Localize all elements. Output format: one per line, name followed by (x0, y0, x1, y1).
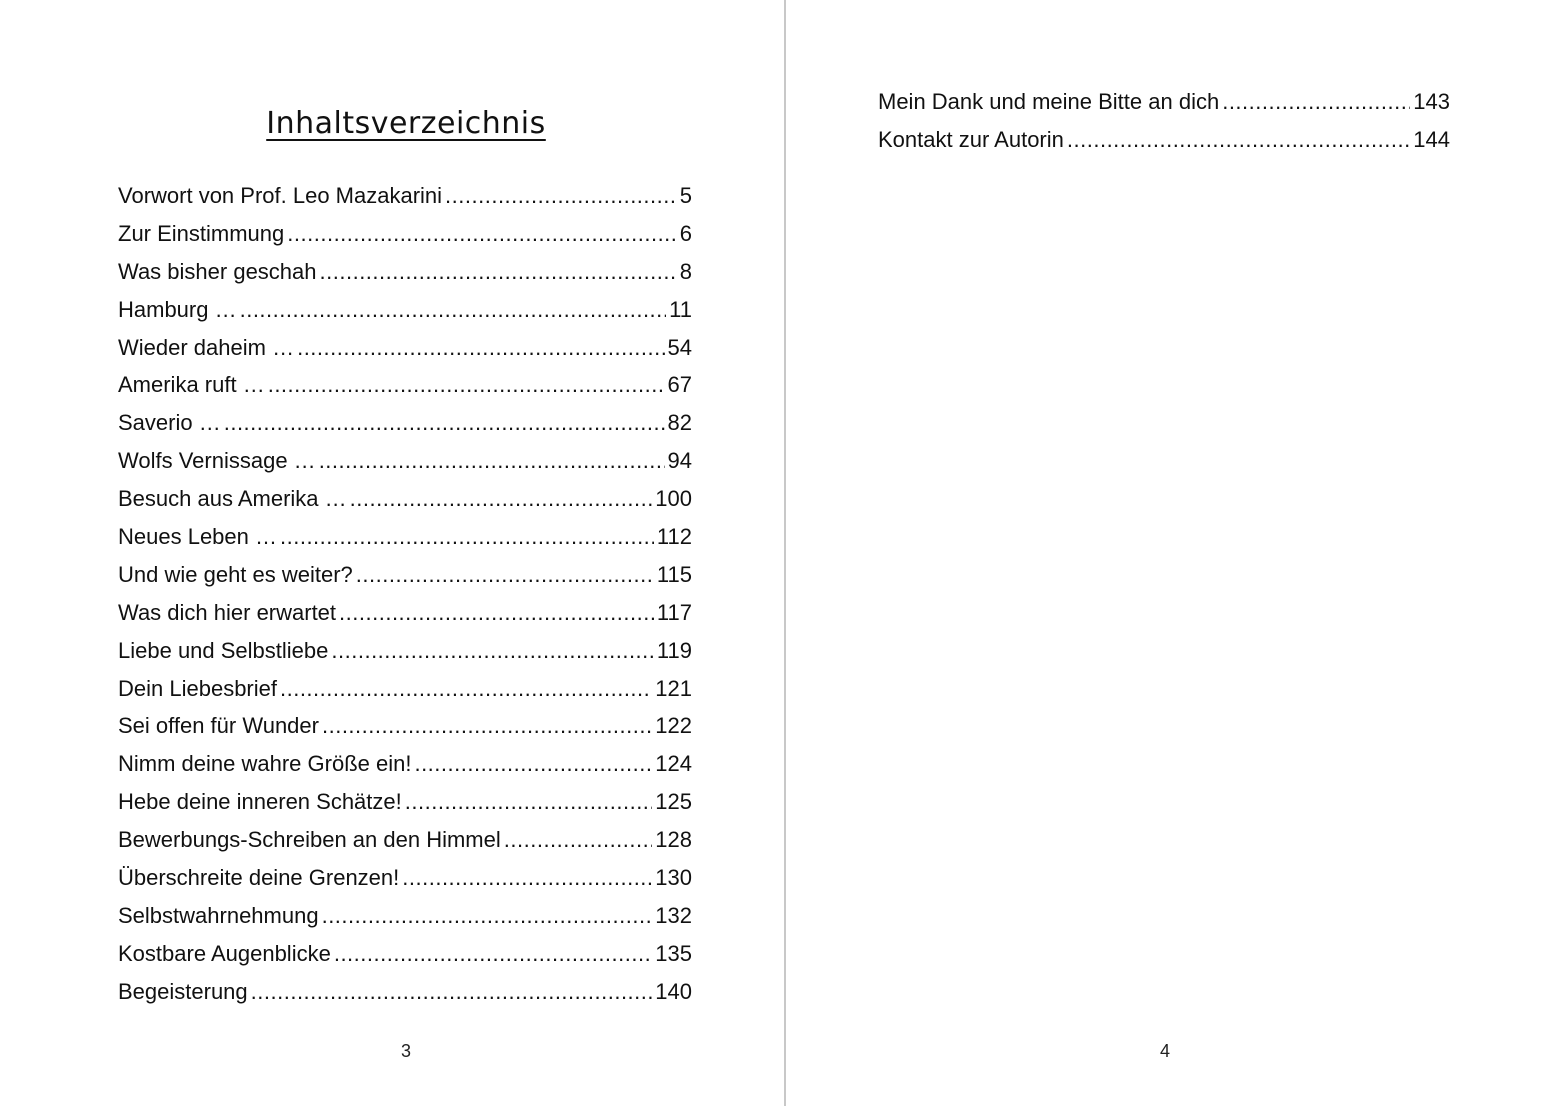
toc-entry-label: Neues Leben … (118, 524, 277, 550)
dot-leader (280, 518, 654, 556)
toc-entry-page: 121 (655, 675, 692, 701)
toc-entry-label: Was bisher geschah (118, 258, 317, 284)
toc-entry[interactable] (118, 859, 692, 897)
dot-leader (280, 670, 652, 708)
toc-entry[interactable] (118, 177, 692, 215)
dot-leader (240, 291, 667, 329)
dot-leader (339, 594, 654, 632)
toc-list-left (118, 177, 692, 1011)
toc-entry-label: Amerika ruft … (118, 372, 265, 398)
toc-entry[interactable] (118, 973, 692, 1011)
toc-entry-page: 140 (655, 978, 692, 1004)
toc-entry-label: Selbstwahrnehmung (118, 902, 319, 928)
toc-entry[interactable] (118, 821, 692, 859)
toc-entry-label: Kontakt zur Autorin (878, 126, 1064, 152)
toc-entry[interactable] (118, 329, 692, 367)
toc-entry[interactable] (118, 442, 692, 480)
toc-entry-label: Hamburg … (118, 296, 237, 322)
dot-leader (320, 253, 677, 291)
toc-entry-label: Und wie geht es weiter? (118, 561, 353, 587)
dot-leader (1067, 121, 1410, 159)
right-page (786, 0, 1568, 1106)
toc-entry-page: 67 (667, 372, 692, 398)
toc-entry[interactable] (118, 745, 692, 783)
dot-leader (268, 366, 665, 404)
dot-leader (356, 556, 654, 594)
toc-entry-label: Überschreite deine Grenzen! (118, 865, 400, 891)
toc-entry-page: 54 (667, 334, 692, 360)
toc-entry[interactable] (878, 121, 1450, 159)
toc-entry-page: 8 (679, 258, 692, 284)
dot-leader (322, 897, 653, 935)
toc-entry-page: 11 (669, 296, 692, 322)
toc-entry-label: Bewerbungs-Schreiben an den Himmel (118, 827, 501, 853)
toc-entry[interactable] (118, 897, 692, 935)
toc-entry-label: Dein Liebesbrief (118, 675, 277, 701)
toc-entry[interactable] (118, 291, 692, 329)
toc-title: Inhaltsverzeichnis (266, 106, 546, 142)
dot-leader (319, 442, 665, 480)
dot-leader (334, 935, 652, 973)
toc-entry-page: 143 (1413, 89, 1450, 114)
toc-entry-label: Sei offen für Wunder (118, 713, 319, 739)
dot-leader (331, 632, 654, 670)
toc-entry-page: 119 (656, 637, 692, 663)
toc-entry-page: 128 (655, 827, 692, 853)
toc-entry-page: 144 (1413, 126, 1450, 152)
dot-leader (445, 177, 677, 215)
toc-entry[interactable] (118, 404, 692, 442)
toc-entry-page: 5 (679, 183, 692, 208)
toc-entry-page: 132 (655, 902, 692, 928)
toc-entry-label: Saverio … (118, 410, 221, 436)
toc-entry-label: Besuch aus Amerika … (118, 486, 347, 512)
page-number: 3 (400, 1041, 411, 1061)
dot-leader (1222, 83, 1410, 121)
toc-entry-page: 117 (656, 599, 692, 625)
toc-entry[interactable] (118, 518, 692, 556)
toc-entry[interactable] (118, 215, 692, 253)
toc-entry-page: 6 (679, 220, 692, 246)
toc-entry-label: Mein Dank und meine Bitte an dich (878, 89, 1220, 114)
toc-entry-label: Wieder daheim … (118, 334, 295, 360)
toc-entry-page: 112 (656, 524, 692, 550)
toc-entry-label: Was dich hier erwartet (118, 599, 337, 625)
toc-entry-page: 94 (667, 448, 692, 474)
dot-leader (297, 329, 664, 367)
dot-leader (350, 480, 653, 518)
toc-entry[interactable] (118, 632, 692, 670)
page-number: 4 (1159, 1041, 1170, 1061)
toc-entry[interactable] (118, 707, 692, 745)
toc-entry-page: 124 (655, 751, 692, 777)
toc-entry[interactable] (118, 366, 692, 404)
dot-leader (322, 707, 652, 745)
dot-leader (414, 745, 652, 783)
toc-entry[interactable] (118, 594, 692, 632)
toc-entry-label: Vorwort von Prof. Leo Mazakarini (118, 183, 443, 208)
dot-leader (504, 821, 653, 859)
toc-entry-page: 130 (655, 865, 692, 891)
dot-leader (405, 783, 653, 821)
toc-entry-label: Hebe deine inneren Schätze! (118, 789, 402, 815)
toc-entry-label: Nimm deine wahre Größe ein! (118, 751, 412, 777)
toc-entry-page: 115 (656, 561, 692, 587)
dot-leader (287, 215, 676, 253)
toc-entry[interactable] (118, 556, 692, 594)
toc-entry-page: 135 (655, 940, 692, 966)
toc-entry[interactable] (118, 783, 692, 821)
toc-entry-label: Zur Einstimmung (118, 220, 285, 246)
toc-entry-page: 125 (655, 789, 692, 815)
toc-entry[interactable] (118, 480, 692, 518)
toc-entry-page: 82 (667, 410, 692, 436)
toc-entry[interactable] (118, 670, 692, 708)
toc-list-right (878, 83, 1450, 159)
toc-entry-label: Wolfs Vernissage … (118, 448, 316, 474)
toc-entry-label: Begeisterung (118, 978, 248, 1004)
toc-entry-label: Kostbare Augenblicke (118, 940, 331, 966)
toc-entry[interactable] (118, 253, 692, 291)
toc-entry-label: Liebe und Selbstliebe (118, 637, 329, 663)
dot-leader (224, 404, 665, 442)
toc-entry[interactable] (118, 935, 692, 973)
toc-entry-page: 100 (655, 486, 692, 512)
toc-entry[interactable] (878, 83, 1450, 121)
dot-leader (251, 973, 653, 1011)
dot-leader (402, 859, 652, 897)
toc-entry-page: 122 (655, 713, 692, 739)
